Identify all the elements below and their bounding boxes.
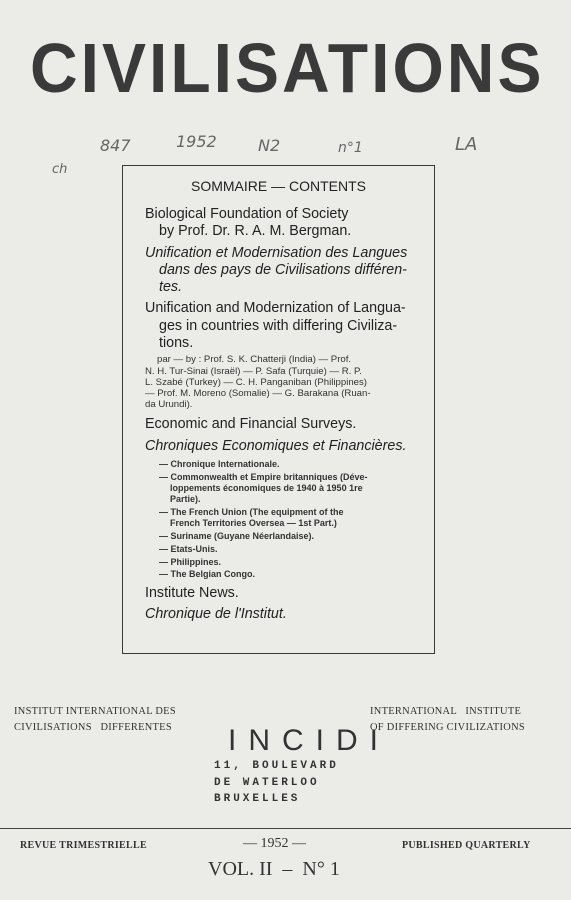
list-item: — Commonwealth et Empire britanniques (Déve- loppements économiques de 1940 à 1950 1re Partie). [159,471,368,505]
publisher-fr: INSTITUT INTERNATIONAL DES CIVILISATIONS DIFFERENTES [14,706,176,733]
section-chroniques: Chroniques Economiques et Financières. [145,437,407,454]
publisher-address: 11, BOULEVARD DE WATERLOO BRUXELLES [214,760,339,805]
handwritten-note: n°1 [338,140,363,156]
volume-number: VOL. II – N° 1 [208,858,340,880]
list-item: — The French Union (The equipment of the French Territories Oversea — 1st Part.) [159,506,344,529]
handwritten-note: ch [52,162,68,177]
list-item: — Philippines. [159,556,222,567]
frequency-fr: REVUE TRIMESTRIELLE [20,840,147,851]
list-item: — The Belgian Congo. [159,569,255,580]
list-item: — Suriname (Guyane Néerlandaise). [159,530,315,541]
section-economic: Economic and Financial Surveys. [145,416,357,433]
handwritten-note: LA [455,134,478,155]
journal-title: CIVILISATIONS [30,29,545,107]
handwritten-note: 847 [100,136,131,155]
section-institute-news: Institute News. [145,584,239,601]
divider [0,828,571,829]
contents-heading: SOMMAIRE — CONTENTS [190,178,366,194]
publisher-en: INTERNATIONAL INSTITUTE OF DIFFERING CIVILIZATIONS [370,706,525,733]
authors-list: par — by : Prof. S. K. Chatterji (India) — Prof. N. H. Tur-Sinai (Israël) — P. Safa (Turquie) — R. P. L. Szabé (Turkey) — C. H. Panganiban (Philippines) — Prof. M. Moreno (Somalie) — G. Barakana (Ruan- da Urundi). [145,354,371,411]
article-entry: Biological Foundation of Society by Prof. Dr. R. A. M. Bergman. [145,206,352,240]
article-entry: Unification and Modernization of Langua- ges in countries with differing Civiliza- tions. [145,300,406,352]
article-entry: Unification et Modernisation des Langues dans des pays de Civilisations différen- tes. [145,244,408,296]
list-item: — Etats-Unis. [159,543,218,554]
handwritten-note: 1952 [176,132,217,151]
contents-box [122,165,435,654]
frequency-en: PUBLISHED QUARTERLY [402,840,531,851]
section-chronique-institut: Chronique de l'Institut. [145,605,287,622]
handwritten-note: N2 [258,136,281,155]
chroniques-list [159,459,420,581]
publisher-name: INCIDI [228,724,390,757]
list-item: — Chronique Internationale. [159,458,280,469]
year: — 1952 — [243,836,306,851]
